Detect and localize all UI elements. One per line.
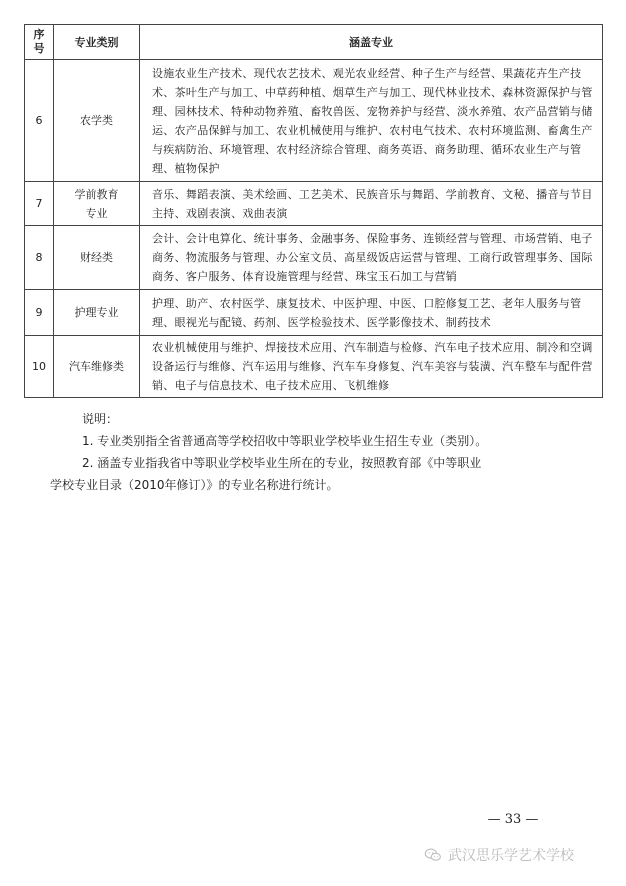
row-category xyxy=(54,182,140,226)
majors-table xyxy=(24,24,603,398)
row-seq: 8 xyxy=(25,226,54,290)
row-seq: 10 xyxy=(25,336,54,398)
table-row xyxy=(25,290,603,336)
row-coverage: 农业机械使用与维护、焊接技术应用、汽车制造与检修、汽车电子技术应用、制冷和空调设备运行与维修、汽车运用与维修、汽车车身修复、汽车美容与装潢、汽车整车与配件营销、电子与信息技术、电子技术应用、飞机维修 xyxy=(140,336,603,398)
note-item-2: 2. 涵盖专业指我省中等职业学校毕业生所在的专业，按照教育部《中等职业 xyxy=(82,456,482,470)
header-coverage: 涵盖专业 xyxy=(140,25,603,60)
table-row xyxy=(25,182,603,226)
majors-table-container xyxy=(24,24,602,398)
header-seq-line1: 序 xyxy=(33,28,45,41)
note-item-2-continued: 学校专业目录（2010年修订）》的专业名称进行统计。 xyxy=(50,478,339,492)
row-category-line1: 学前教育 xyxy=(74,187,119,201)
notes-title: 说明： xyxy=(82,412,119,426)
row-seq: 7 xyxy=(25,182,54,226)
row-category: 汽车维修类 xyxy=(54,336,140,398)
header-category: 专业类别 xyxy=(54,25,140,60)
row-coverage: 音乐、舞蹈表演、美术绘画、工艺美术、民族音乐与舞蹈、学前教育、文秘、播音与节目主持、戏剧表演、戏曲表演 xyxy=(140,182,603,226)
row-coverage: 会计、会计电算化、统计事务、金融事务、保险事务、连锁经营与管理、市场营销、电子商务、物流服务与管理、办公室文员、高星级饭店运营与管理、工商行政管理事务、国际商务、客户服务、体育设施管理与经营、珠宝玉石加工与营销 xyxy=(140,226,603,290)
table-row xyxy=(25,336,603,398)
page-number: — 33 — xyxy=(487,812,539,827)
table-header-row xyxy=(25,25,603,60)
watermark-text: 武汉思乐学艺术学校 xyxy=(448,848,574,864)
wechat-icon xyxy=(424,848,442,862)
table-row xyxy=(25,226,603,290)
row-category: 财经类 xyxy=(54,226,140,290)
watermark xyxy=(424,842,574,868)
header-seq-line2: 号 xyxy=(33,42,45,55)
row-coverage: 设施农业生产技术、现代农艺技术、观光农业经营、种子生产与经营、果蔬花卉生产技术、茶叶生产与加工、中草药种植、烟草生产与加工、现代林业技术、森林资源保护与管理、园林技术、特种动物养殖、畜牧兽医、宠物养护与经营、淡水养殖、农产品营销与储运、农产品保鲜与加工、农业机械使用与维护、农村电气技术、农村环境监测、畜禽生产与疾病防治、环境管理、农村经济综合管理、商务英语、商务助理、循环农业生产与管理、植物保护 xyxy=(140,60,603,182)
note-item-1: 1. 专业类别指全省普通高等学校招收中等职业学校毕业生招生专业（类别）。 xyxy=(82,434,488,448)
row-category-line2: 专业 xyxy=(85,206,108,220)
row-category: 护理专业 xyxy=(54,290,140,336)
table-row xyxy=(25,60,603,182)
header-seq xyxy=(25,25,54,60)
row-category: 农学类 xyxy=(54,60,140,182)
row-coverage: 护理、助产、农村医学、康复技术、中医护理、中医、口腔修复工艺、老年人服务与管理、眼视光与配镜、药剂、医学检验技术、医学影像技术、制药技术 xyxy=(140,290,603,336)
notes-section xyxy=(24,408,602,496)
row-seq: 9 xyxy=(25,290,54,336)
row-seq: 6 xyxy=(25,60,54,182)
